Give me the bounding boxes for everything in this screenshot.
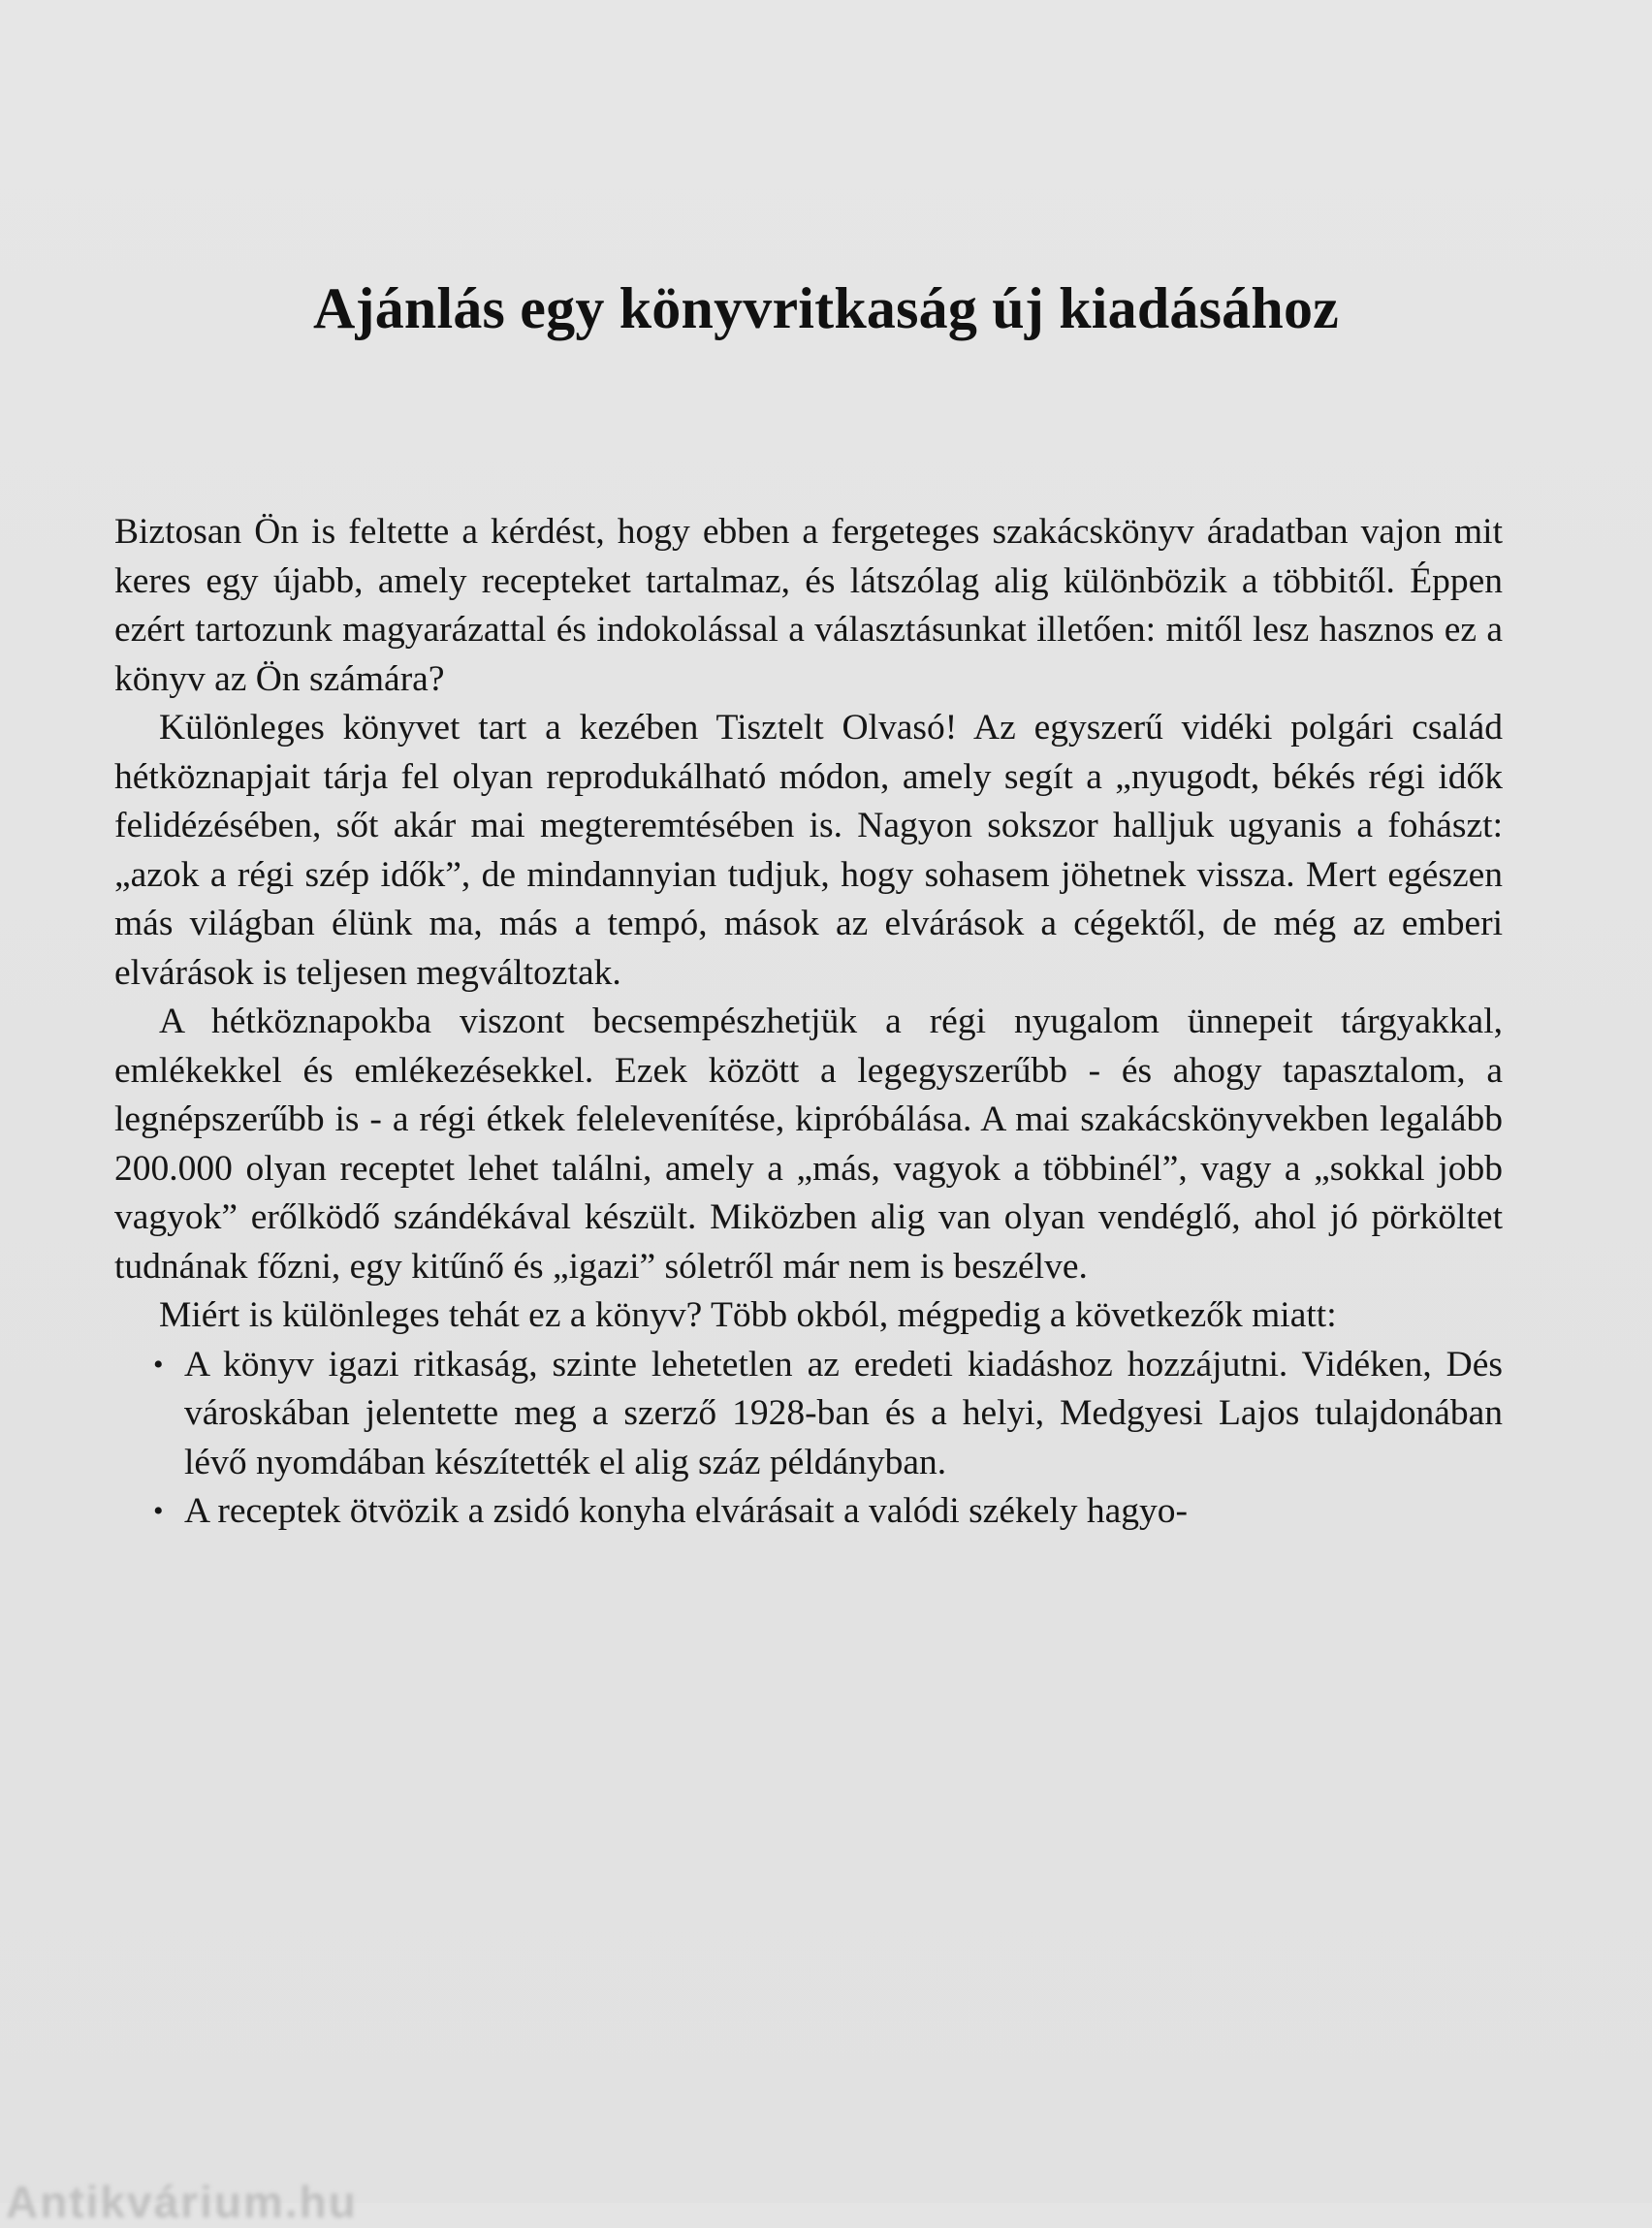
watermark: Antikvárium.hu [6,2177,358,2227]
bullet-list [114,1341,1503,1537]
body-text [114,508,1503,1537]
bullet-item-1 [114,1341,1503,1488]
paragraph-3: A hétköznapokba viszont becsempészhetjük a régi nyugalom ünnepeit tárgyakkal, emlékekkel és emlékezésekkel. Ezek között a legegyszerűbb - és ahogy tapasztalom, a legnépszerűbb is - a régi étkek felelevenítése, kipróbálása. A mai szakácskönyvekben legalább 200.000 olyan receptet lehet találni, amely a „más, vagyok a többinél”, vagy a „sokkal jobb vagyok” erőlködő szándékával készült. Miközben alig van olyan vendéglő, ahol jó pörköltet tudnának főzni, egy kitűnő és „igazi” sóletről már nem is beszélve. [114,1002,1503,1287]
paragraph-1: Biztosan Ön is feltette a kérdést, hogy ebben a fergeteges szakácskönyv áradatban vajon mit keres egy újabb, amely recepteket tartalmaz, és látszólag alig különbözik a többitől. Éppen ezért tartozunk magyarázattal és indokolással a választásunkat illetően: mitől lesz hasznos ez a könyv az Ön számára? [114,512,1503,699]
page-title: Ajánlás egy könyvritkaság új kiadásához [313,276,1339,340]
paragraph-4: Miért is különleges tehát ez a könyv? Több okból, mégpedig a következők miatt: [159,1295,1337,1335]
bullet-item-2 [114,1487,1503,1537]
paragraph-2: Különleges könyvet tart a kezében Tisztelt Olvasó! Az egyszerű vidéki polgári család hétköznapjait tárja fel olyan reprodukálható módon, amely segít a „nyugodt, békés régi idők felidézésében, sőt akár mai megteremtésében is. Nagyon sokszor halljuk ugyanis a fohászt: „azok a régi szép idők”, de mindannyian tudjuk, hogy sohasem jöhetnek vissza. Mert egészen más világban élünk ma, más a tempó, mások az elvárások a cégektől, de még az emberi elvárások is teljesen megváltoztak. [114,708,1503,993]
bullet-icon: • [153,1348,164,1381]
bullet-text: A könyv igazi ritkaság, szinte lehetetlen az eredeti kiadáshoz hozzájutni. Vidéken, Dés városkában jelentette meg a szerző 1928-ban és a helyi, Medgyesi Lajos tulajdonában lévő nyomdában készítették el alig száz példányban. [184,1344,1503,1482]
bullet-text: A receptek ötvözik a zsidó konyha elvárásait a valódi székely hagyo- [184,1491,1189,1531]
bullet-icon: • [153,1495,164,1527]
